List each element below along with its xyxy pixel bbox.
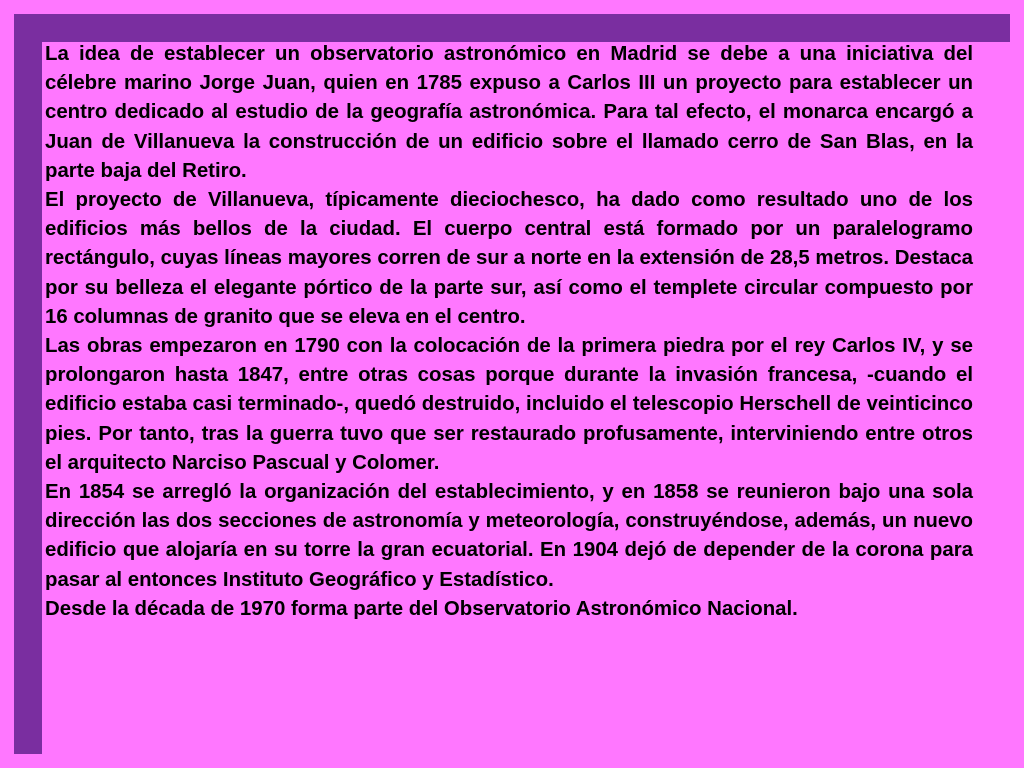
document-body bbox=[45, 40, 973, 624]
paragraph-5: Desde la década de 1970 forma parte del Observatorio Astronómico Nacional. bbox=[45, 597, 798, 620]
paragraph-1: La idea de establecer un observatorio astronómico en Madrid se debe a una iniciativa del célebre marino Jorge Juan, quien en 1785 expuso a Carlos III un proyecto para establecer un centro dedicado al estudio de la geografía astronómica. Para tal efecto, el monarca encargó a Juan de Villanueva la construcción de un edificio sobre el llamado cerro de San Blas, en la parte baja del Retiro. bbox=[45, 43, 973, 182]
paragraph-3: Las obras empezaron en 1790 con la colocación de la primera piedra por el rey Carlos IV, y se prolongaron hasta 1847, entre otras cosas porque durante la invasión francesa, -cuando el edificio estaba casi terminado-, quedó destruido, incluido el telescopio Herschell de veinticinco pies. Por tanto, tras la guerra tuvo que ser restaurado profusamente, interviniendo entre otros el arquitecto Narciso Pascual y Colomer. bbox=[45, 335, 973, 474]
paragraph-4: En 1854 se arregló la organización del establecimiento, y en 1858 se reunieron bajo una sola dirección las dos secciones de astronomía y meteorología, construyéndose, además, un nuevo edificio que alojaría en su torre la gran ecuatorial. En 1904 dejó de depender de la corona para pasar al entonces Instituto Geográfico y Estadístico. bbox=[45, 481, 973, 591]
paragraph-2: El proyecto de Villanueva, típicamente dieciochesco, ha dado como resultado uno de los edificios más bellos de la ciudad. El cuerpo central está formado por un paralelogramo rectángulo, cuyas líneas mayores corren de sur a norte en la extensión de 28,5 metros. Destaca por su belleza el elegante pórtico de la parte sur, así como el templete circular compuesto por 16 columnas de granito que se eleva en el centro. bbox=[45, 189, 973, 328]
